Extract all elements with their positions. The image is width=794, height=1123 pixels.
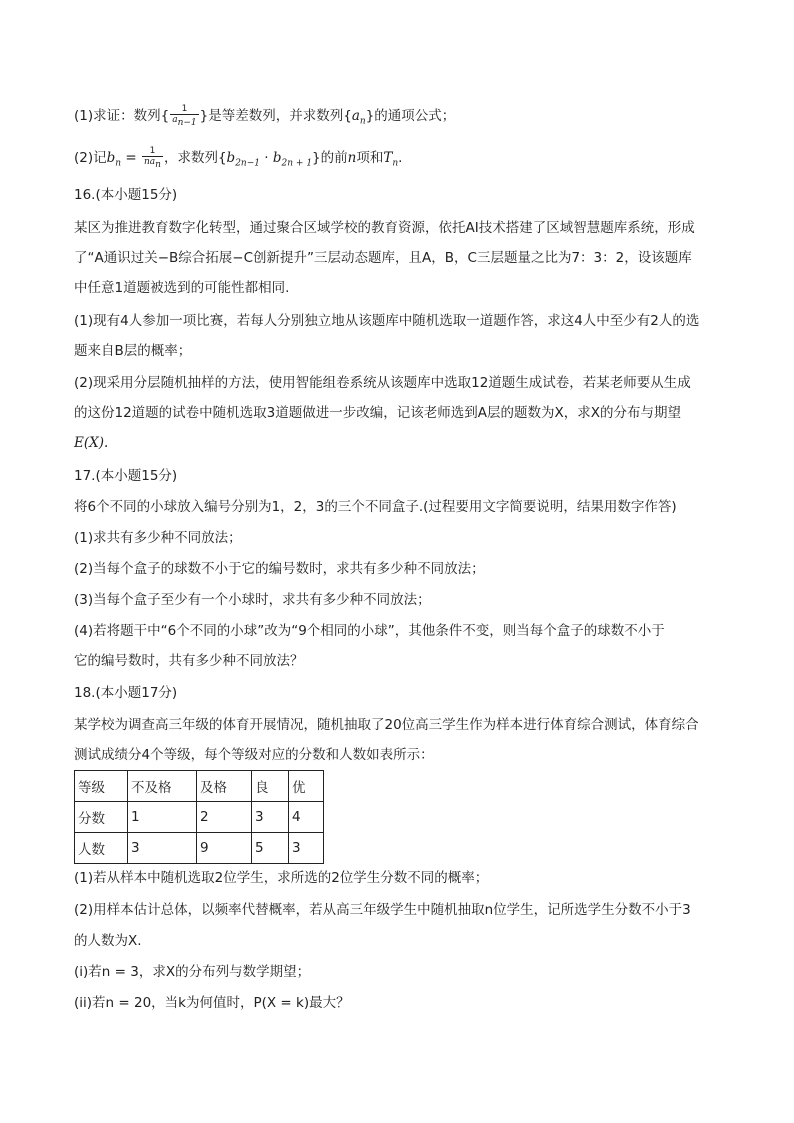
- q15-p2-prefix: (2)记: [74, 149, 107, 166]
- table-row: [75, 833, 324, 864]
- frac-den-var: a: [172, 115, 178, 125]
- table-cell: 不及格: [128, 771, 197, 802]
- frac-den-sub: n−1: [177, 117, 197, 128]
- table-cell: 优: [289, 771, 324, 802]
- q16-header: 16.(本小题15分): [74, 187, 178, 203]
- fraction-2: [142, 146, 163, 170]
- b1-sub: 2n−1: [235, 158, 260, 169]
- table-cell: 1: [128, 802, 197, 833]
- table-cell: 及格: [197, 771, 252, 802]
- q18-stem-line2: 测试成绩分4个等级，每个等级对应的分数和人数如表所示：: [74, 747, 434, 763]
- q15-p2-mid3: 项和: [356, 149, 384, 166]
- q15-p1-prefix: (1)求证：数列{: [74, 107, 170, 124]
- table-cell: 等级: [75, 771, 128, 802]
- table-cell: 5: [252, 833, 289, 864]
- q15-part1: [74, 104, 455, 132]
- q17-part4-line2: 它的编号数时，共有多少种不同放法？: [74, 653, 304, 669]
- b2-letter: b: [272, 149, 282, 166]
- table-cell: 良: [252, 771, 289, 802]
- q16-stem-line1: 某区为推进教育数字化转型，通过聚合区域学校的教育资源，依托AI技术搭建了区域智慧题库系统，形成: [74, 220, 695, 236]
- table-row: [75, 771, 324, 802]
- b-2n+1: [272, 149, 313, 169]
- q17-part2: (2)当每个盒子的球数不小于它的编号数时，求共有多少种不同放法；: [74, 561, 485, 577]
- b-sub: n: [115, 158, 122, 169]
- q15-p1-mid: }是等差数列，并求数列{: [199, 107, 352, 124]
- q16-part2-line2: 的这份12道题的试卷中随机选取3道题做进一步改编，记该老师选到A层的题数为X，求X的分布与期望: [74, 405, 681, 421]
- table-cell: 人数: [75, 833, 128, 864]
- q18-part2-i: (i)若n = 3，求X的分布列与数学期望；: [74, 964, 311, 980]
- b2-sub: 2n + 1: [281, 158, 313, 169]
- dot-operator: ·: [260, 149, 273, 166]
- q17-part4-line1: (4)若将题干中“6个不同的小球”改为“9个相同的小球”，其他条件不变，则当每个盒子的球数不小于: [74, 623, 665, 639]
- q16-part2-line3: E(X).: [74, 435, 109, 451]
- frac-numerator: 1: [170, 104, 198, 115]
- q18-part2-line1: (2)用样本估计总体，以频率代替概率，若从高三年级学生中随机抽取n位学生，记所选学生分数不小于3: [74, 902, 691, 918]
- table-cell: 3: [128, 833, 197, 864]
- q18-header: 18.(本小题17分): [74, 685, 178, 701]
- b-letter: b: [106, 149, 116, 166]
- frac2-numerator: 1: [142, 146, 163, 157]
- b-2n-1: [226, 149, 260, 169]
- table-cell: 2: [197, 802, 252, 833]
- frac2-den-var: na: [143, 157, 156, 167]
- table-cell: 分数: [75, 802, 128, 833]
- table-cell: 3: [289, 833, 324, 864]
- n-var: n: [347, 149, 357, 166]
- q17-part1: (1)求共有多少种不同放法；: [74, 530, 242, 546]
- q18-part2-ii: (ii)若n = 20，当k为何值时，P(X = k)最大？: [74, 995, 350, 1011]
- q18-part1: (1)若从样本中随机选取2位学生，求所选的2位学生分数不同的概率；: [74, 870, 489, 886]
- q18-part2-line2: 的人数为X.: [74, 933, 142, 949]
- seq-var: [351, 107, 366, 127]
- q16-part2-line1: (2)现采用分层随机抽样的方法，使用智能组卷系统从该题库中选取12道题生成试卷，若某老师要从生成: [74, 375, 691, 391]
- t-letter: T: [383, 149, 393, 166]
- frac2-den-sub: n: [155, 159, 161, 170]
- q15-p2-mid: ，求数列{: [163, 149, 227, 166]
- q17-header: 17.(本小题15分): [74, 468, 178, 484]
- q17-stem: 将6个不同的小球放入编号分别为1，2，3的三个不同盒子.(过程要用文字简要说明，结果用数字作答): [74, 499, 677, 515]
- seq-var-letter: a: [351, 107, 360, 124]
- table-cell: 4: [289, 802, 324, 833]
- q17-part3: (3)当每个盒子至少有一个小球时，求共有多少种不同放法；: [74, 592, 431, 608]
- t-n: [383, 149, 399, 169]
- table-cell: 9: [197, 833, 252, 864]
- q16-stem-line3: 中任意1道题被选到的可能性都相同.: [74, 280, 290, 296]
- t-sub: n: [392, 158, 399, 169]
- fraction: [170, 104, 198, 128]
- table-row: [75, 802, 324, 833]
- equals-sign: =: [121, 149, 141, 166]
- q16-stem-line2: 了“A通识过关−B综合拓展−C创新提升”三层动态题库，且A，B，C三层题量之比为7：3：2，设该题库: [74, 250, 692, 266]
- b1-letter: b: [226, 149, 236, 166]
- q16-part1-line2: 题来自B层的概率；: [74, 343, 192, 359]
- q16-part1-line1: (1)现有4人参加一项比赛，若每人分别独立地从该题库中随机选取一道题作答，求这4人中至少有2人的选: [74, 313, 700, 329]
- frac-denominator: [170, 115, 198, 128]
- q15-part2: [74, 146, 402, 174]
- seq-var-sub: n: [359, 116, 366, 127]
- q15-p1-suffix: }的通项公式；: [365, 107, 456, 124]
- score-table: [74, 770, 324, 864]
- table-cell: 3: [252, 802, 289, 833]
- q15-p2-mid2: }的前: [312, 149, 348, 166]
- q15-p2-end: .: [398, 149, 403, 166]
- q18-stem-line1: 某学校为调查高三年级的体育开展情况，随机抽取了20位高三学生作为样本进行体育综合测试，体育综合: [74, 717, 699, 733]
- b-n: [106, 149, 122, 169]
- frac2-denominator: [142, 157, 163, 170]
